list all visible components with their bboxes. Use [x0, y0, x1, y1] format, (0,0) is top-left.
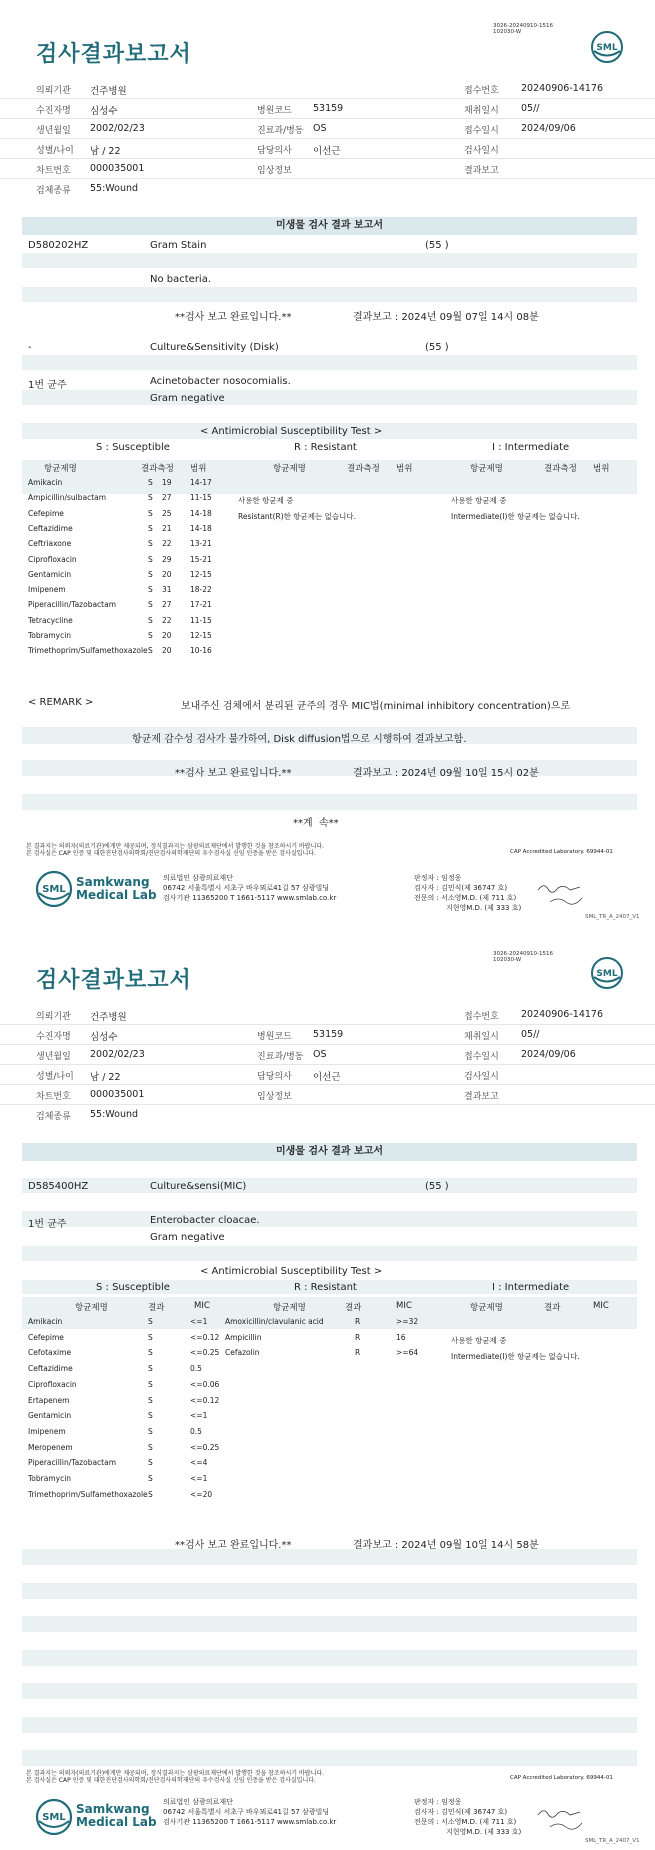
report-time: 결과보고 : 2024년 09월 10일 15시 02분	[353, 768, 539, 779]
svg-text:SML: SML	[42, 884, 66, 895]
drug-name: Trimethoprim/Sulfamethoxazole	[28, 646, 148, 656]
row-band	[22, 1717, 637, 1733]
test-code: D580202HZ	[28, 240, 89, 251]
mic-value: >=32	[396, 1317, 419, 1326]
drug-name: Tobramycin	[28, 1474, 72, 1483]
result-code: S	[148, 523, 153, 533]
result-code: S	[148, 646, 153, 656]
patient-name: 심성수	[90, 1032, 118, 1043]
range-value: 17-21	[190, 600, 212, 610]
col-header-drug: 항균제명	[470, 1303, 503, 1313]
row-band	[22, 287, 637, 302]
zone-value: 22	[162, 615, 172, 625]
row-band	[22, 253, 637, 268]
no-intermediate-note: 사용한 항균제 중	[451, 496, 507, 505]
svg-text:SML: SML	[42, 1812, 66, 1823]
zone-value: 22	[162, 539, 172, 549]
section-title: 미생물 검사 결과 보고서	[22, 1143, 637, 1161]
row-band	[22, 390, 637, 405]
result-code: S	[148, 1489, 153, 1499]
col-header-mic: MIC	[396, 1301, 412, 1311]
test-name: Gram Stain	[150, 240, 207, 251]
footer-note: 본 결과지는 의뢰자(의료기관)에게만 제공되며, 정식결과지는 삼광의료재단에서 발행한 것을 참조하시기 바랍니다.	[26, 843, 325, 850]
row-band	[22, 760, 637, 776]
range-value: 12-15	[190, 569, 212, 579]
drug-name: Ceftazidime	[28, 523, 73, 533]
col-header-result: 결과	[148, 1303, 165, 1313]
zone-value: 20	[162, 646, 172, 656]
range-value: 11-15	[190, 493, 212, 503]
sml-logo-icon	[590, 30, 624, 64]
resistant-legend: R : Resistant	[294, 442, 357, 453]
cap-accreditation: CAP Accredited Laboratory. 69944-01	[510, 849, 613, 855]
form-code: SML_TR_A_2407_V1	[585, 1838, 640, 1844]
row-band	[22, 1750, 637, 1766]
cap-accreditation: CAP Accredited Laboratory. 69944-01	[510, 1775, 613, 1781]
no-resistant-note: Resistant(R)한 항균제는 없습니다.	[238, 512, 357, 521]
sml-logo-icon	[590, 956, 624, 990]
specimen-code: (55 )	[425, 1181, 449, 1192]
mic-value: <=0.12	[190, 1395, 220, 1405]
mic-value: <=0.25	[190, 1348, 220, 1358]
doc-code: 3026-20240910-1516 102030-W	[493, 951, 553, 963]
susceptible-legend: S : Susceptible	[96, 1282, 170, 1293]
svg-text:SML: SML	[596, 43, 618, 53]
row-band	[22, 1683, 637, 1699]
test-code: D585400HZ	[28, 1181, 89, 1192]
form-code: SML_TR_A_2407_V1	[585, 914, 640, 920]
zone-value: 25	[162, 508, 172, 518]
row-band	[22, 1246, 637, 1261]
drug-name: Trimethoprim/Sulfamethoxazole	[28, 1489, 148, 1499]
resistant-legend: R : Resistant	[294, 1282, 357, 1293]
sml-logo-icon	[34, 869, 74, 909]
mic-value: <=1	[190, 1317, 208, 1326]
result-code: S	[148, 1364, 153, 1374]
result-code: S	[148, 508, 153, 518]
zone-value: 27	[162, 493, 172, 503]
drug-name: Cefepime	[28, 1332, 64, 1342]
signatures: 판정자 : 임정웅 검사자 : 김민식(제 36747 호) 전문의 : 서소영M.D. (제 711 호) 지현영M.D. (제 333 호)	[414, 1798, 522, 1836]
drug-name: Cefotaxime	[28, 1348, 72, 1358]
chart-number: 000035001	[90, 1089, 145, 1100]
gram-type: Gram negative	[150, 393, 225, 404]
receipt-number: 20240906-14176	[521, 83, 604, 94]
gram-type: Gram negative	[150, 1232, 225, 1243]
range-value: 11-15	[190, 615, 212, 625]
susceptible-legend: S : Susceptible	[96, 442, 170, 453]
drug-name: Amikacin	[28, 1317, 63, 1326]
mic-value: 0.5	[190, 1364, 202, 1374]
report-page-2	[0, 925, 655, 1850]
range-value: 15-21	[190, 554, 212, 564]
sex-age: 남 / 22	[90, 146, 121, 157]
result-code: R	[355, 1348, 361, 1358]
no-resistant-note: 사용한 항균제 중	[451, 1336, 507, 1345]
mic-value: <=0.12	[190, 1332, 220, 1342]
result-code: S	[148, 1426, 153, 1436]
result-code: S	[148, 493, 153, 503]
remark-text: 보내주신 검체에서 분리된 균주의 경우 MIC법(minimal inhibitory concentration)으로	[181, 701, 571, 712]
report-complete: **검사 보고 완료입니다.**	[175, 312, 292, 323]
report-title: 검사결과보고서	[36, 42, 192, 67]
sml-logo-icon	[34, 1797, 74, 1837]
result-code: S	[148, 478, 153, 487]
result-code: S	[148, 631, 153, 640]
intermediate-legend: I : Intermediate	[492, 442, 570, 453]
remark-text: 항균제 감수성 검사가 불가하여, Disk diffusion법으로 시행하여 결과보고함.	[132, 734, 467, 745]
ast-title: < Antimicrobial Susceptibility Test >	[200, 426, 383, 437]
hospital-name: 건주병원	[90, 86, 127, 97]
drug-name: Meropenem	[28, 1442, 73, 1452]
drug-name: Ceftriaxone	[28, 539, 72, 549]
zone-value: 29	[162, 554, 172, 564]
department: OS	[313, 123, 327, 134]
receipt-date: 2024/09/06	[521, 1049, 576, 1060]
organism-name: Enterobacter cloacae.	[150, 1215, 260, 1226]
result-code: S	[148, 1317, 153, 1326]
range-value: 18-22	[190, 585, 212, 595]
drug-name: Tobramycin	[28, 631, 72, 640]
continued-label: **계 속**	[293, 818, 339, 829]
no-intermediate-note: Intermediate(I)한 항균제는 없습니다.	[451, 1352, 580, 1361]
col-header-range: 범위	[396, 464, 413, 474]
col-header-mic: MIC	[194, 1301, 210, 1311]
mic-value: 0.5	[190, 1426, 202, 1436]
birth-date: 2002/02/23	[90, 1049, 145, 1060]
patient-header: 의뢰기관 건주병원 접수번호 20240906-14176 수진자명 심성수 병원코드 53159 채취일시 05// 생년월일 2002/02/23 진료과/병동 OS 접수일시 2024/09/06 성별/나이 남 / 22 담당의사 이선근 검사일시 차트번호 000035001 임상정보 결과보고 검체종류 55:Wound	[0, 1005, 655, 1124]
row-band	[22, 1549, 637, 1565]
range-value: 13-21	[190, 539, 212, 549]
row-band	[22, 1616, 637, 1632]
drug-name: Cefepime	[28, 508, 64, 518]
specimen-code: (55 )	[425, 342, 449, 353]
mic-value: <=0.25	[190, 1442, 220, 1452]
footer-note: 본 검사실은 CAP 인증 및 대한진단검사의학회/진단검사의학재단의 우수검사실 신임 인증을 받은 검사실입니다.	[26, 1777, 316, 1784]
signature-image	[536, 1805, 586, 1835]
signatures: 판정자 : 임정웅 검사자 : 김민식(제 36747 호) 전문의 : 서소영M.D. (제 711 호) 지현영M.D. (제 333 호)	[414, 874, 522, 912]
result-code: S	[148, 615, 153, 625]
row-band	[22, 1650, 637, 1666]
col-header-result: 결과측정	[141, 464, 174, 474]
zone-value: 27	[162, 600, 172, 610]
ast-title: < Antimicrobial Susceptibility Test >	[200, 1266, 383, 1277]
row-band	[22, 1178, 637, 1193]
brand-name: Samkwang Medical Lab	[76, 1802, 157, 1829]
collect-date: 05//	[521, 103, 540, 114]
section-title: 미생물 검사 결과 보고서	[22, 217, 637, 235]
mic-value: <=4	[190, 1458, 208, 1468]
mic-value: <=0.06	[190, 1379, 220, 1389]
drug-name: Imipenem	[28, 1426, 66, 1436]
intermediate-legend: I : Intermediate	[492, 1282, 570, 1293]
birth-date: 2002/02/23	[90, 123, 145, 134]
result-code: S	[148, 1332, 153, 1342]
result-code: S	[148, 539, 153, 549]
result-code: S	[148, 554, 153, 564]
hospital-code: 53159	[313, 1029, 344, 1040]
range-value: 14-18	[190, 508, 212, 518]
drug-name: Amikacin	[28, 478, 63, 487]
svg-text:SML: SML	[596, 969, 618, 979]
result-code: S	[148, 1379, 153, 1389]
sex-age: 남 / 22	[90, 1072, 121, 1083]
test-code: -	[28, 342, 32, 353]
footer-note: 본 결과지는 의뢰자(의료기관)에게만 제공되며, 정식결과지는 삼광의료재단에서 발행한 것을 참조하시기 바랍니다.	[26, 1770, 325, 1777]
result-code: S	[148, 1474, 153, 1483]
signature-image	[536, 880, 586, 910]
zone-value: 19	[162, 478, 172, 487]
result-code: S	[148, 569, 153, 579]
range-value: 10-16	[190, 646, 212, 656]
row-band	[22, 355, 637, 370]
zone-value: 31	[162, 585, 172, 595]
organism-label: 1번 균주	[28, 380, 67, 391]
specimen-type: 55:Wound	[90, 1109, 139, 1120]
report-complete: **검사 보고 완료입니다.**	[175, 1540, 292, 1551]
hospital-code: 53159	[313, 103, 344, 114]
result-code: R	[355, 1317, 361, 1326]
result-code: S	[148, 1395, 153, 1405]
col-header-mic: MIC	[593, 1301, 609, 1311]
report-time: 결과보고 : 2024년 09월 07일 14시 08분	[353, 312, 539, 323]
organism-label: 1번 균주	[28, 1219, 67, 1230]
drug-name: Ertapenem	[28, 1395, 70, 1405]
patient-name: 심성수	[90, 106, 118, 117]
col-header-range: 범위	[190, 464, 207, 474]
mic-value: <=20	[190, 1489, 213, 1499]
drug-name: Piperacillin/Tazobactam	[28, 600, 117, 610]
test-name: Culture&Sensitivity (Disk)	[150, 342, 279, 353]
result-code: S	[148, 1348, 153, 1358]
col-header-result: 결과	[345, 1303, 362, 1313]
specimen-type: 55:Wound	[90, 183, 139, 194]
drug-name: Ciprofloxacin	[28, 554, 77, 564]
drug-name: Imipenem	[28, 585, 66, 595]
result-code: S	[148, 600, 153, 610]
gram-result: No bacteria.	[150, 274, 212, 285]
department: OS	[313, 1049, 327, 1060]
receipt-date: 2024/09/06	[521, 123, 576, 134]
zone-value: 21	[162, 523, 172, 533]
col-header-result: 결과측정	[544, 464, 577, 474]
lab-info: 의료법인 삼광의료재단 06742 서울특별시 서초구 바우뫼로41길 57 삼광빌딩 검사기관 11365200 T 1661-5117 www.smlab.co.kr	[163, 874, 337, 902]
organism-name: Acinetobacter nosocomialis.	[150, 376, 291, 387]
patient-header: 의뢰기관 건주병원 접수번호 20240906-14176 수진자명 심성수 병원코드 53159 채취일시 05// 생년월일 2002/02/23 진료과/병동 OS 접수일시 2024/09/06 성별/나이 남 / 22 담당의사 이선근 검사일시 차트번호 000035001 임상정보 결과보고 검체종류 55:Wound	[0, 79, 655, 198]
col-header-drug: 항균제명	[470, 464, 503, 474]
result-code: R	[355, 1332, 361, 1342]
remark-label: < REMARK >	[28, 697, 94, 708]
mic-value: >=64	[396, 1348, 419, 1358]
receipt-number: 20240906-14176	[521, 1009, 604, 1020]
doctor-name: 이선근	[313, 146, 341, 157]
result-code: S	[148, 1411, 153, 1421]
drug-name: Cefazolin	[225, 1348, 260, 1358]
specimen-code: (55 )	[425, 240, 449, 251]
drug-name: Gentamicin	[28, 569, 72, 579]
drug-name: Ceftazidime	[28, 1364, 73, 1374]
mic-value: <=1	[190, 1411, 208, 1421]
col-header-drug: 항균제명	[75, 1303, 108, 1313]
col-header-result: 결과측정	[347, 464, 380, 474]
zone-value: 20	[162, 569, 172, 579]
mic-value: <=1	[190, 1474, 208, 1483]
drug-name: Ampicillin	[225, 1332, 262, 1342]
drug-name: Tetracycline	[28, 615, 73, 625]
zone-value: 20	[162, 631, 172, 640]
mic-value: 16	[396, 1332, 406, 1342]
row-band	[22, 1583, 637, 1599]
doc-code: 3026-20240910-1516 102030-W	[493, 23, 553, 35]
drug-name: Piperacillin/Tazobactam	[28, 1458, 117, 1468]
chart-number: 000035001	[90, 163, 145, 174]
drug-name: Amoxicillin/clavulanic acid	[225, 1317, 324, 1326]
result-code: S	[148, 1458, 153, 1468]
drug-name: Ampicillin/sulbactam	[28, 493, 107, 503]
result-code: S	[148, 585, 153, 595]
range-value: 14-18	[190, 523, 212, 533]
no-resistant-note: 사용한 항균제 중	[238, 496, 294, 505]
lab-info: 의료법인 삼광의료재단 06742 서울특별시 서초구 바우뫼로41길 57 삼광빌딩 검사기관 11365200 T 1661-5117 www.smlab.co.kr	[163, 1798, 337, 1826]
footer-note: 본 검사실은 CAP 인증 및 대한진단검사의학회/진단검사의학재단의 우수검사실 신임 인증을 받은 검사실입니다.	[26, 850, 316, 857]
drug-name: Ciprofloxacin	[28, 1379, 77, 1389]
test-name: Culture&sensi(MIC)	[150, 1181, 247, 1192]
no-intermediate-note: Intermediate(I)한 항균제는 없습니다.	[451, 512, 580, 521]
col-header-result: 결과	[544, 1303, 561, 1313]
drug-name: Gentamicin	[28, 1411, 72, 1421]
report-time: 결과보고 : 2024년 09월 10일 14시 58분	[353, 1540, 539, 1551]
collect-date: 05//	[521, 1029, 540, 1040]
row-band	[22, 1211, 637, 1227]
report-complete: **검사 보고 완료입니다.**	[175, 768, 292, 779]
row-band	[22, 794, 637, 810]
col-header-drug: 항균제명	[273, 1303, 306, 1313]
col-header-range: 범위	[593, 464, 610, 474]
col-header-drug: 항균제명	[44, 464, 77, 474]
range-value: 12-15	[190, 631, 212, 640]
hospital-name: 건주병원	[90, 1012, 127, 1023]
brand-name: Samkwang Medical Lab	[76, 875, 157, 902]
report-title: 검사결과보고서	[36, 968, 192, 993]
range-value: 14-17	[190, 478, 212, 487]
col-header-drug: 항균제명	[273, 464, 306, 474]
doctor-name: 이선근	[313, 1072, 341, 1083]
result-code: S	[148, 1442, 153, 1452]
